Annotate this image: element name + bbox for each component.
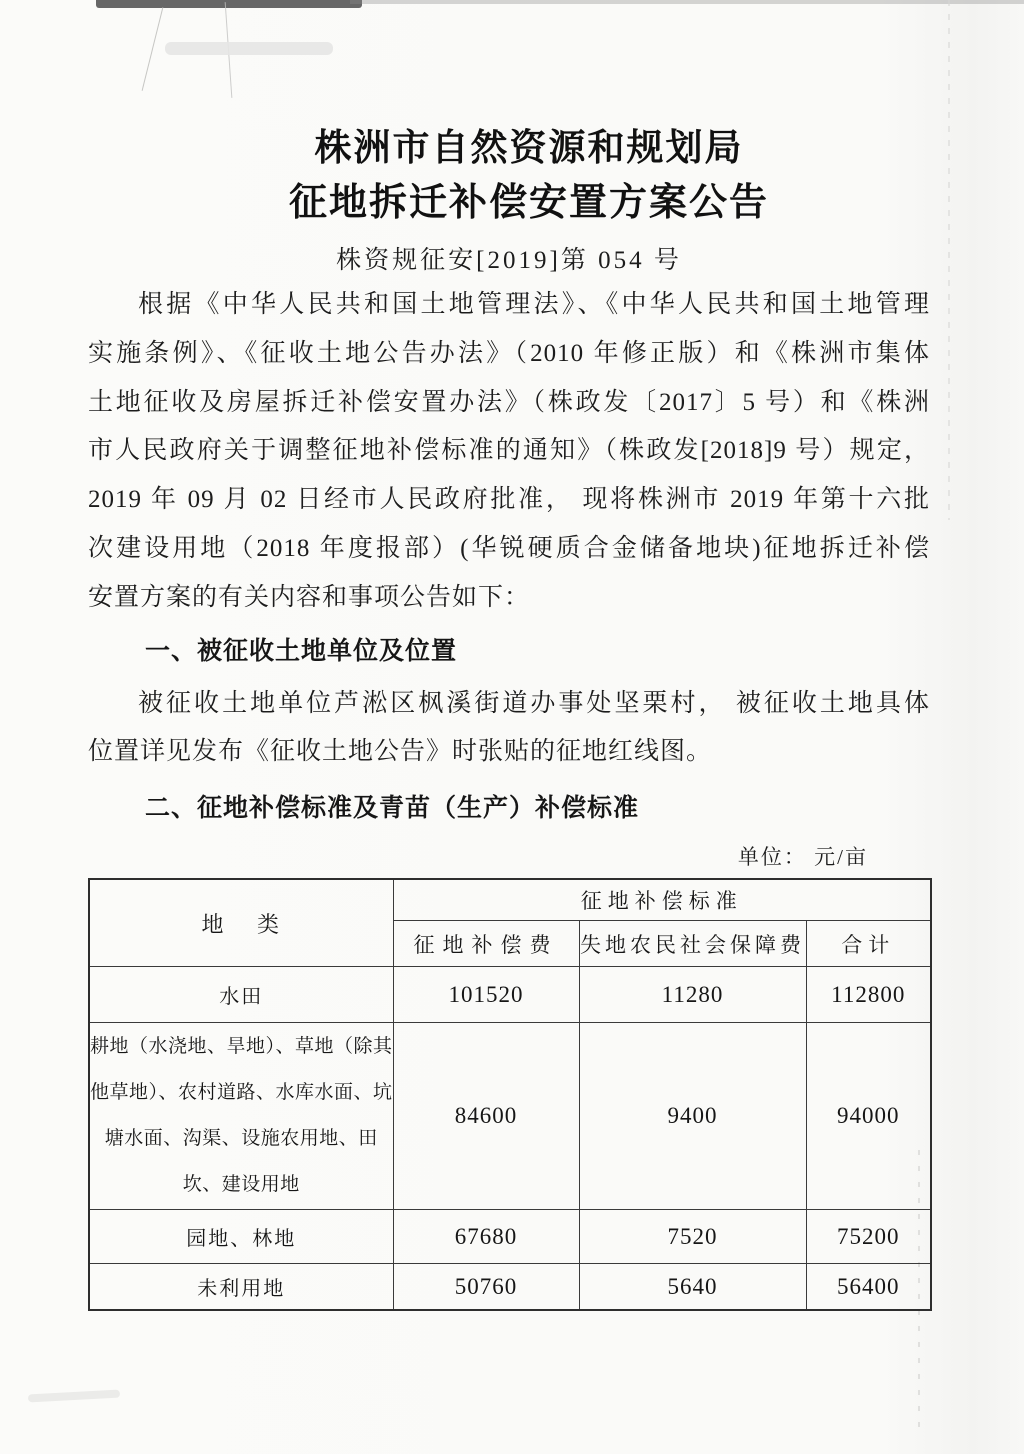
cell-compensation-fee: 84600 (393, 1023, 579, 1210)
table-row-farmland-etc (89, 1023, 931, 1210)
table-header-row-1 (89, 879, 931, 921)
document-title-line-1: 株洲市自然资源和规划局 (314, 128, 744, 169)
cell-land-type: 水田 (89, 967, 393, 1023)
column-header-total: 合计 (806, 921, 931, 967)
document-body (0, 127, 1024, 1311)
section-1-heading: 一、被征收土地单位及位置 (145, 636, 458, 665)
paragraph-line: 实施条例》、《征收土地公告办法》（2010 年修正版）和《株洲市集体 (88, 339, 930, 367)
table-row-paddy-field (89, 967, 931, 1023)
paragraph-line: 土地征收及房屋拆迁补偿安置办法》（株政发〔2017〕5 号）和《株洲 (88, 388, 930, 416)
scan-artifact-top-light-band (350, 0, 1024, 4)
cell-land-type: 未利用地 (89, 1264, 393, 1311)
paragraph-line: 被征收土地单位芦淞区枫溪街道办事处坚栗村， 被征收土地具体 (138, 689, 930, 717)
table-row-unused-land (89, 1264, 931, 1311)
paragraph-line: 安置方案的有关内容和事项公告如下： (88, 583, 531, 611)
cell-compensation-fee: 101520 (393, 967, 579, 1023)
paragraph-line: 次建设用地（2018 年度报部）(华锐硬质合金储备地块)征地拆迁补偿 (88, 534, 930, 562)
table-row-garden-forest (89, 1210, 931, 1264)
document-title-line-2: 征地拆迁补偿安置方案公告 (288, 182, 769, 224)
cell-total: 75200 (806, 1210, 931, 1264)
scan-artifact-top-dark-band (96, 0, 362, 8)
compensation-standard-table (88, 878, 932, 1311)
section-2-heading: 二、征地补偿标准及青苗（生产）补偿标准 (145, 794, 640, 823)
column-header-land-type: 地 类 (89, 879, 393, 967)
cell-compensation-fee: 67680 (393, 1210, 579, 1264)
cell-social-security: 5640 (579, 1264, 806, 1311)
scan-artifact-smudge (28, 1390, 120, 1403)
column-header-compensation-standard: 征地补偿标准 (393, 879, 931, 921)
paragraph-legal-basis (88, 281, 930, 623)
column-header-compensation-fee: 征地补偿费 (393, 921, 579, 967)
cell-social-security: 7520 (579, 1210, 806, 1264)
cell-social-security: 11280 (579, 967, 806, 1023)
cell-total: 56400 (806, 1264, 931, 1311)
scan-artifact-crease (225, 2, 233, 98)
cell-compensation-fee: 50760 (393, 1264, 579, 1311)
paragraph-land-unit-location (88, 680, 930, 778)
paragraph-line: 2019 年 09 月 02 日经市人民政府批准， 现将株洲市 2019 年第十六批 (88, 486, 930, 514)
paragraph-line: 根据《中华人民共和国土地管理法》、《中华人民共和国土地管理 (138, 291, 930, 318)
cell-land-type: 园地、林地 (89, 1210, 393, 1264)
paragraph-line: 市人民政府关于调整征地补偿标准的通知》（株政发[2018]9 号）规定， (88, 437, 930, 465)
column-header-social-security: 失地农民社会保障费 (579, 921, 806, 967)
cell-total: 94000 (806, 1023, 931, 1210)
cell-total: 112800 (806, 967, 931, 1023)
paragraph-line: 位置详见发布《征收土地公告》时张贴的征地红线图。 (88, 738, 713, 766)
cell-social-security: 9400 (579, 1023, 806, 1210)
document-number: 株资规征安[2019]第 054 号 (336, 247, 682, 274)
scan-artifact-crease (142, 7, 164, 91)
table-unit-label: 单位： 元/亩 (737, 845, 868, 870)
scan-artifact-smudge (165, 42, 333, 55)
cell-land-type: 耕地（水浇地、旱地）、草地（除其他草地）、农村道路、水库水面、坑塘水面、沟渠、设施农用地、田坎、建设用地 (89, 1023, 393, 1210)
